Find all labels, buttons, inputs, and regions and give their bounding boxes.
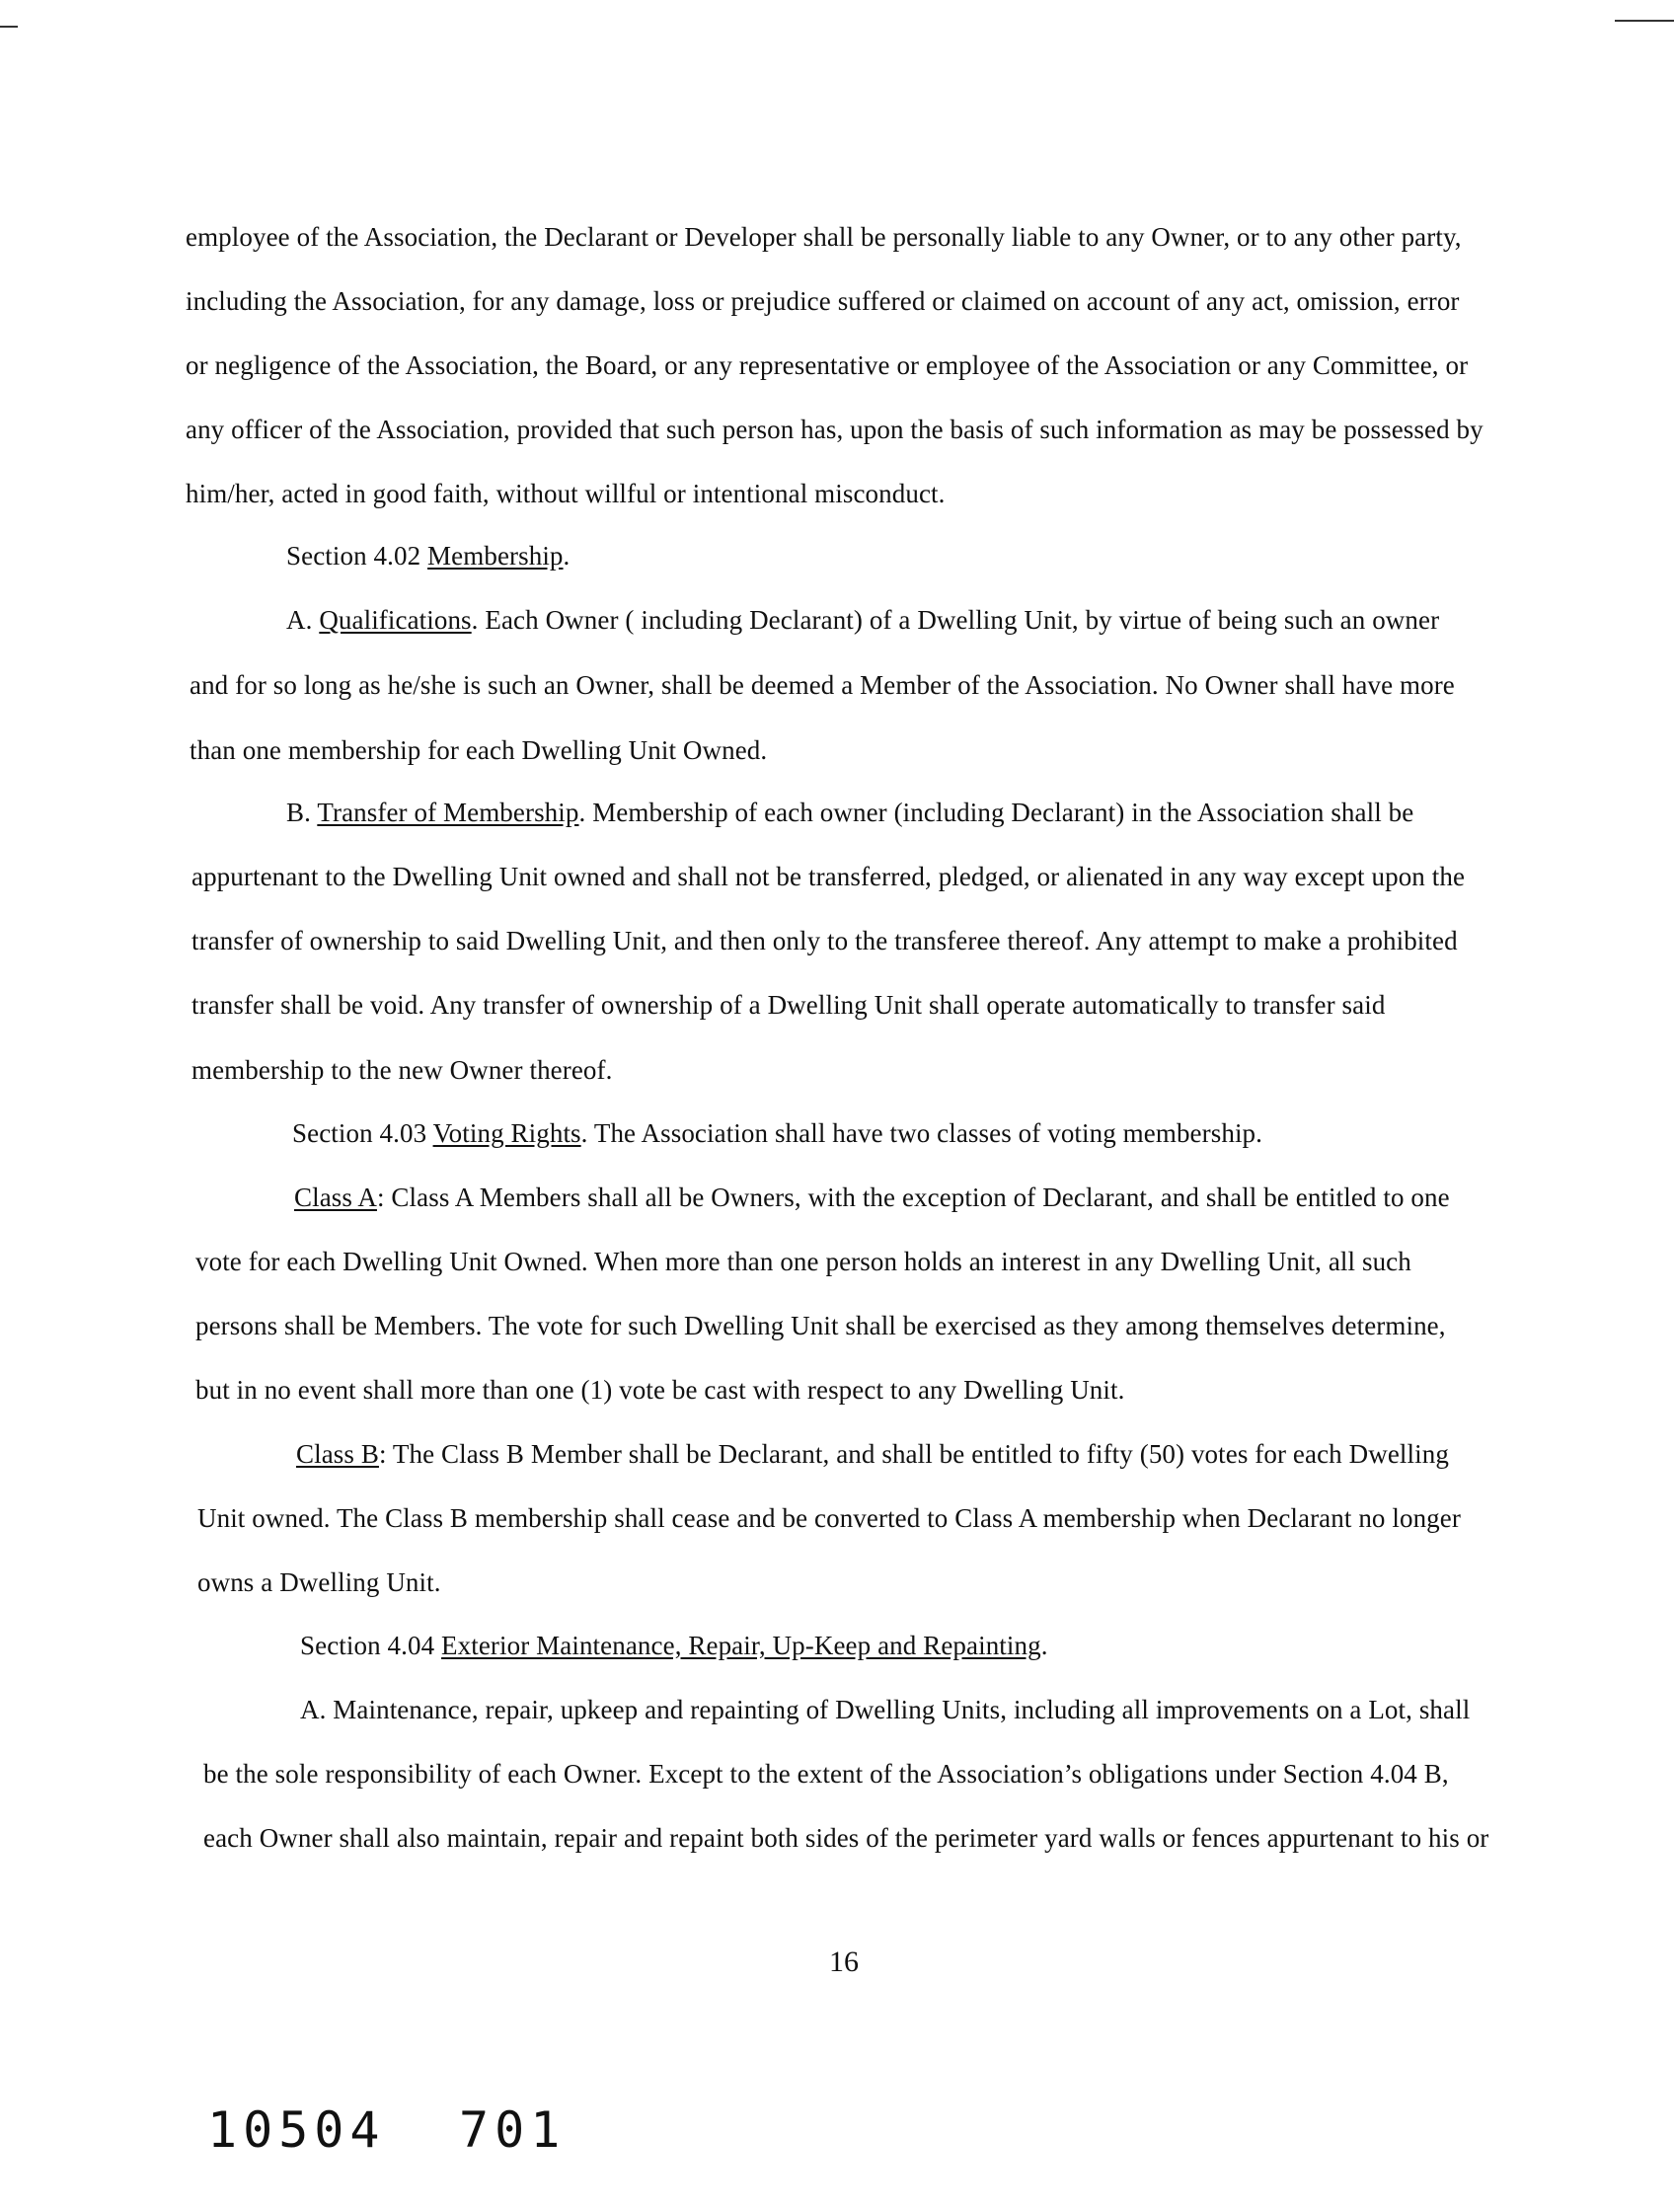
scan-mark-top-left: [0, 26, 18, 28]
book-number: 10504: [207, 2101, 386, 2159]
class-a-line-3: persons shall be Members. The vote for such Dwelling Unit shall be exercised as they among themselves determine,: [195, 1311, 1446, 1340]
section-4-04-suffix: .: [1040, 1631, 1048, 1660]
section-4-03-title: Voting Rights: [432, 1118, 581, 1148]
section-4-03-prefix: Section 4.03: [292, 1118, 433, 1148]
section-4-03-rest: . The Association shall have two classes of voting membership.: [580, 1118, 1262, 1148]
page-number: 16: [829, 1945, 859, 1978]
qualifications-line-1: [286, 603, 1439, 637]
transfer-line-1: [286, 796, 1413, 829]
transfer-line-4: transfer shall be void. Any transfer of ownership of a Dwelling Unit shall operate automatically to transfer said: [191, 990, 1386, 1020]
body-line-1: employee of the Association, the Declarant or Developer shall be personally liable to any Owner, or to any other party,: [186, 222, 1462, 252]
transfer-prefix: B.: [286, 798, 318, 827]
maintenance-line-2: be the sole responsibility of each Owner. Except to the extent of the Association’s obligations under Section 4.04 B,: [203, 1759, 1449, 1789]
transfer-title: Transfer of Membership: [317, 798, 579, 827]
qualifications-line-1-rest: . Each Owner ( including Declarant) of a Dwelling Unit, by virtue of being such an owner: [471, 605, 1440, 635]
class-a-line-4: but in no event shall more than one (1) vote be cast with respect to any Dwelling Unit.: [195, 1375, 1125, 1405]
class-b-line-3: owns a Dwelling Unit.: [197, 1567, 441, 1597]
class-b-title: Class B: [296, 1439, 379, 1469]
maintenance-line-3: each Owner shall also maintain, repair and repaint both sides of the perimeter yard walls or fences appurtenant to his or: [203, 1823, 1489, 1853]
class-b-line-1-rest: : The Class B Member shall be Declarant, and shall be entitled to fifty (50) votes for each Dwelling: [378, 1439, 1449, 1469]
section-4-03-heading: [292, 1116, 1262, 1150]
body-line-4: any officer of the Association, provided that such person has, upon the basis of such information as may be possessed by: [186, 415, 1484, 444]
section-4-04-heading: [300, 1629, 1048, 1662]
body-line-5: him/her, acted in good faith, without willful or intentional misconduct.: [186, 479, 946, 508]
class-a-title: Class A: [294, 1182, 377, 1212]
qualifications-line-3: than one membership for each Dwelling Unit Owned.: [190, 735, 768, 765]
transfer-line-1-rest: . Membership of each owner (including Declarant) in the Association shall be: [578, 798, 1414, 827]
section-4-04-title: Exterior Maintenance, Repair, Up-Keep and Repainting: [441, 1631, 1041, 1660]
section-4-02-heading: [286, 539, 570, 572]
page-reference: 701: [459, 2101, 567, 2159]
section-4-02-prefix: Section 4.02: [286, 541, 428, 571]
section-4-04-prefix: Section 4.04: [300, 1631, 442, 1660]
transfer-line-5: membership to the new Owner thereof.: [191, 1055, 613, 1085]
class-b-line-2: Unit owned. The Class B membership shall cease and be converted to Class A membership when Declarant no longer: [197, 1503, 1461, 1533]
class-b-line-1: [296, 1437, 1449, 1471]
class-a-line-1: [294, 1181, 1450, 1214]
body-line-2: including the Association, for any damage, loss or prejudice suffered or claimed on account of any act, omission, error: [186, 286, 1460, 316]
transfer-line-3: transfer of ownership to said Dwelling Unit, and then only to the transferee thereof. Any attempt to make a prohibited: [191, 926, 1458, 955]
qualifications-prefix: A.: [286, 605, 320, 635]
scan-mark-top-right: [1615, 20, 1674, 22]
qualifications-title: Qualifications: [319, 605, 472, 635]
body-line-3: or negligence of the Association, the Board, or any representative or employee of the Association or any Committee, or: [186, 350, 1469, 380]
class-a-line-2: vote for each Dwelling Unit Owned. When more than one person holds an interest in any Dwelling Unit, all such: [195, 1247, 1411, 1276]
class-a-line-1-rest: : Class A Members shall all be Owners, with the exception of Declarant, and shall be entitled to one: [376, 1182, 1450, 1212]
section-4-02-suffix: .: [563, 541, 571, 571]
transfer-line-2: appurtenant to the Dwelling Unit owned and shall not be transferred, pledged, or alienated in any way except upon the: [191, 862, 1466, 891]
maintenance-line-1: A. Maintenance, repair, upkeep and repainting of Dwelling Units, including all improvements on a Lot, shall: [300, 1695, 1471, 1724]
qualifications-line-2: and for so long as he/she is such an Owner, shall be deemed a Member of the Association. No Owner shall have more: [190, 670, 1455, 700]
section-4-02-title: Membership: [427, 541, 564, 571]
